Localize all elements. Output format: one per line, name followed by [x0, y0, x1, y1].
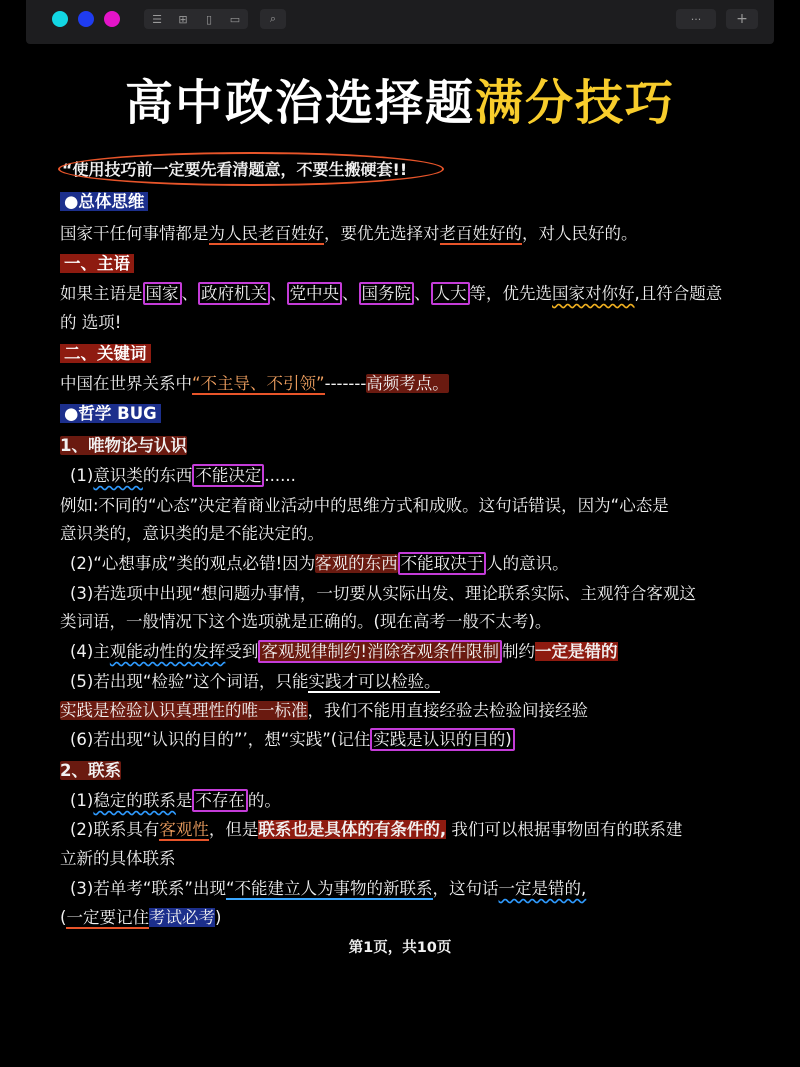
grid-icon[interactable]: ⊞: [178, 12, 188, 26]
philo-line-8: [70, 670, 440, 694]
text-seg: 一定是错的,: [498, 879, 587, 898]
more-tool: [676, 9, 716, 29]
text-seg: (3)若单考“联系”出现: [70, 879, 226, 898]
boxed-term: 客观规律制约!消除客观条件限制: [258, 640, 502, 663]
text-seg: 的。: [247, 791, 281, 810]
text-seg: 联系也是具体的有条件的,: [258, 820, 447, 839]
text-seg: (1): [70, 791, 94, 810]
subject-line-2: [60, 311, 121, 335]
text-seg: ，对人民好的。: [522, 224, 638, 243]
keyword-header-label: 二、关键词: [60, 344, 151, 363]
text-seg: 制约: [502, 642, 535, 661]
text-seg: 意识类的，意识类的是不能决定的。: [60, 524, 324, 543]
usage-note: [62, 158, 407, 182]
page-indicator: 第1页，共10页: [348, 940, 452, 956]
text-seg: (3)若选项中出现“想问题办事情，一切要从实际出发、理论联系实际、主观符合客观这: [70, 584, 696, 603]
text-seg: 稳定的联系: [93, 791, 176, 810]
text-seg: “不主导、不引领”: [192, 374, 325, 393]
text-seg: 如果主语是: [60, 284, 143, 303]
conn-line-4: [70, 877, 586, 901]
text-seg: ,且符合题意: [634, 284, 723, 303]
text-seg: 国家干任何事情都是: [60, 224, 209, 243]
philo-line-2: [60, 494, 669, 518]
note-oval-mark: [58, 152, 444, 186]
list-icon[interactable]: ☰: [152, 12, 162, 26]
section-philosophy-header: [60, 402, 161, 426]
cyan-dot-icon[interactable]: [52, 11, 68, 27]
text-seg: 实践是检验认识真理性的唯一标准: [60, 701, 308, 720]
text-seg: ，这句话: [432, 879, 499, 898]
philo-line-4: [70, 552, 569, 576]
usage-note-text: “使用技巧前一定要先看清题意，不要生搬硬套!!: [62, 160, 408, 179]
boxed-term: 人大: [431, 282, 470, 305]
boxed-term: 不能决定: [192, 464, 264, 487]
philosophy-header-label: ●哲学 BUG: [60, 404, 161, 423]
section-subject-header: [60, 252, 134, 276]
map-icon[interactable]: ▯: [205, 12, 213, 26]
blue-dot-icon[interactable]: [78, 11, 94, 27]
keyword-line-1: [60, 372, 449, 396]
page-title: [0, 64, 800, 133]
text-seg: -------: [324, 374, 367, 393]
text-seg: ......: [264, 466, 296, 485]
magenta-dot-icon[interactable]: [104, 11, 120, 27]
text-seg: 例如:不同的“心态”决定着商业活动中的思维方式和成败。这句话错误，因为“心态是: [60, 496, 669, 515]
text-seg: (: [60, 908, 67, 927]
text-seg: 、: [181, 284, 198, 303]
text-seg: 、: [414, 284, 431, 303]
boxed-term: 国务院: [359, 282, 415, 305]
text-seg: 等，优先选: [469, 284, 552, 303]
more-icon[interactable]: ···: [690, 12, 702, 26]
window-toolbar: [26, 0, 774, 44]
text-seg: (2)联系具有: [70, 820, 160, 839]
conn-line-1: [70, 789, 281, 813]
text-seg: “不能建立人为事物的新联系: [225, 879, 433, 898]
section-overall-header: [60, 190, 148, 214]
title-yellow: 满分技巧: [475, 75, 676, 131]
conn-line-5: [60, 906, 221, 930]
text-seg: 国家对你好: [552, 284, 635, 303]
text-seg: (4)主: [70, 642, 110, 661]
text-seg: 的 选项!: [60, 313, 122, 332]
sub-connection-header: [60, 759, 121, 783]
text-seg: (6)若出现“认识的目的”’，想“实践”(记住: [70, 730, 371, 749]
text-seg: 意识类: [93, 466, 143, 485]
text-seg: (2)“心想事成”类的观点必错!因为: [70, 554, 316, 573]
text-seg: 客观性: [159, 820, 209, 839]
boxed-term: 党中央: [287, 282, 343, 305]
add-tool: [726, 9, 758, 29]
section-keyword-header: [60, 342, 151, 366]
philo-line-3: [60, 522, 324, 546]
boxed-term: 不存在: [192, 789, 248, 812]
subject-line-1: [60, 282, 722, 306]
conn-line-3: [60, 847, 176, 871]
philo-line-6: [60, 610, 551, 634]
text-seg: 、: [342, 284, 359, 303]
text-seg: 一定要记住: [66, 908, 149, 927]
text-seg: 、: [270, 284, 287, 303]
sub-header-label: 2、联系: [60, 761, 121, 780]
text-seg: 高频考点。: [366, 374, 449, 393]
overall-line-1: [60, 222, 638, 246]
search-icon[interactable]: ⌕: [269, 12, 277, 25]
text-seg: 是: [175, 791, 193, 810]
text-seg: 的东西: [142, 466, 193, 485]
window-icon[interactable]: ▭: [229, 12, 241, 26]
plus-icon[interactable]: +: [736, 11, 748, 27]
title-white: 高中政治选择题: [124, 75, 475, 131]
boxed-term: 实践是认识的目的): [370, 728, 514, 751]
text-seg: ，要优先选择对: [324, 224, 440, 243]
text-seg: 客观的东西: [315, 554, 398, 573]
text-seg: 为人民老百姓好: [208, 224, 324, 243]
philo-line-1: [70, 464, 296, 488]
text-seg: 人的意识。: [486, 554, 569, 573]
text-seg: (5)若出现“检验”这个词语，只能: [70, 672, 309, 691]
text-seg: (1): [70, 466, 94, 485]
text-seg: 一定是错的: [535, 642, 618, 661]
search-tool: [260, 9, 286, 29]
subject-header-label: 一、主语: [60, 254, 134, 273]
boxed-term: 政府机关: [198, 282, 270, 305]
conn-line-2: [70, 818, 682, 842]
boxed-term: 国家: [143, 282, 182, 305]
boxed-term: 不能取决于: [398, 552, 487, 575]
overall-header-label: ●总体思维: [60, 192, 148, 211]
sub-header-label: 1、唯物论与认识: [60, 436, 187, 455]
text-seg: 受到: [225, 642, 259, 661]
philo-line-7: [70, 640, 618, 664]
text-seg: ): [214, 908, 222, 927]
text-seg: 类词语，一般情况下这个选项就是正确的。(现在高考一般不太考)。: [60, 612, 552, 631]
text-seg: 我们可以根据事物固有的联系建: [446, 820, 683, 839]
text-seg: 立新的具体联系: [60, 849, 176, 868]
sub-materialism-header: [60, 434, 187, 458]
text-seg: 老百姓好的: [439, 224, 522, 243]
philo-line-10: [70, 728, 515, 752]
text-seg: 考试必考: [148, 908, 215, 927]
text-seg: 实践才可以检验。: [308, 672, 441, 691]
view-tools: [144, 9, 248, 29]
text-seg: 观能动性的发挥: [109, 642, 226, 661]
philo-line-5: [70, 582, 696, 606]
philo-line-9: [60, 699, 588, 723]
text-seg: ，但是: [208, 820, 259, 839]
text-seg: ，我们不能用直接经验去检验间接经验: [307, 701, 588, 720]
text-seg: 中国在世界关系中: [60, 374, 192, 393]
